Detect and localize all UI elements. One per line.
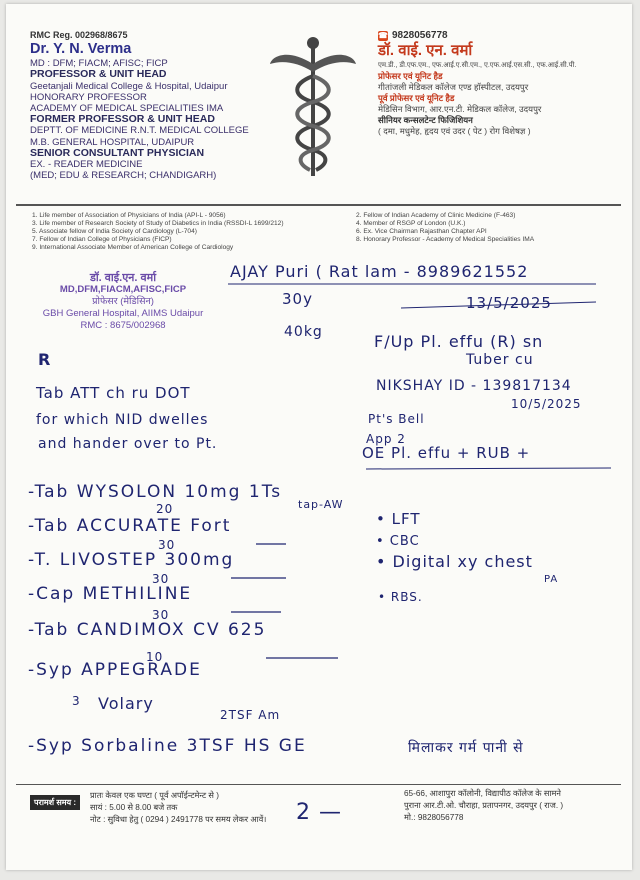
att-note-line: for which NID dwelles [36, 412, 209, 428]
dosage-strokes [226, 528, 356, 668]
address-line: पुराना आर.टी.ओ. चौराहा, प्रतापनगर, उदयपुर ( राज. ) [404, 801, 564, 810]
college-hindi: गीतांजली मेडिकल कॉलेज एण्ड हॉस्पीटल, उदयपुर [378, 82, 529, 92]
current-position: PROFESSOR & UNIT HEAD [30, 68, 167, 81]
doctor-header-hindi [378, 30, 576, 137]
membership-item: 8. Honorary Professor - Academy of Medical Specialities IMA [356, 236, 535, 243]
medicine-note: tap-AW [298, 498, 344, 511]
consultant-title: SENIOR CONSULTANT PHYSICIAN [30, 146, 205, 159]
position-hindi: प्रोफेसर एवं यूनिट हैड [378, 71, 443, 81]
signature: 2 — [296, 800, 342, 825]
consultation-morning: प्रातः केवल एक घण्टा ( पूर्व अपॉईन्टमेन्ट से ) [90, 791, 219, 800]
header-divider [16, 204, 621, 206]
membership-item: 7. Fellow of Indian College of Physicians (FICP) [32, 236, 172, 243]
medicine-dose: 2TSF Am [220, 708, 281, 722]
patient-age: 30y [282, 290, 313, 308]
medicine-line: -Syp APPEGRADE [28, 660, 202, 680]
consultant-line: (MED; EDU & RESEARCH; CHANDIGARH) [30, 170, 217, 182]
stamp-title: प्रोफेसर (मेडिसिन) [92, 296, 154, 307]
patient-name-contact: AJAY Puri ( Rat lam - 8989621552 [230, 262, 529, 281]
medicine-line: -Tab ACCURATE Fort [28, 516, 232, 536]
phone-icon: ☎ [378, 31, 388, 40]
medicine-line: -Cap METHILINE [28, 584, 193, 604]
att-note-line: Tab ATT ch ru DOT [36, 384, 191, 402]
consultant-hindi: सीनियर कन्सलटेन्ट फिजिशियन [378, 115, 473, 125]
membership-item: 3. Life member of Research Society of Study of Diabetics in India (RSSDI-L 1699/212) [32, 220, 284, 227]
phone-number-text: 9828056778 [392, 30, 448, 41]
visit-date: 13/5/2025 [466, 294, 552, 312]
address-phone: मो.: 9828056778 [404, 813, 464, 822]
nikshay-date: 10/5/2025 [511, 397, 582, 411]
doctor-name: Dr. Y. N. Verma [30, 41, 132, 58]
memberships-right [356, 212, 534, 244]
stamp-name: डॉ. वाई.एन. वर्मा [89, 272, 157, 284]
medicine-note: Volary [98, 694, 154, 713]
degrees-hindi: एम.डी., डी.एफ.एम., एफ.आई.ए.सी.एम., ए.एफ.आई.एस.सी., एफ.आई.सी.पी. [378, 62, 577, 69]
followup-note-2: Tuber cu [466, 352, 534, 368]
caduceus-logo-icon [268, 34, 358, 182]
stamp-degrees: MD,DFM,FIACM,AFISC,FICP [59, 284, 187, 295]
medicine-line: -T. LIVOSTEP 300mg [28, 550, 235, 570]
medicine-quantity: 30 [152, 608, 170, 622]
followup-note: F/Up Pl. effu (R) sn [374, 332, 544, 351]
investigation-item: • LFT [376, 510, 421, 528]
former-position-line: M.B. GENERAL HOSPITAL, UDAIPUR [30, 136, 195, 148]
investigation-item: • Digital xy chest [376, 552, 533, 571]
medicine-line: -Tab WYSOLON 10mg 1Ts [28, 482, 283, 502]
investigation-item: • CBC [376, 534, 420, 549]
patient-weight: 40kg [284, 324, 323, 340]
consultation-note: नोट : सुविधा हेतु ( 0294 ) 2491778 पर समय लेकर आवें। [90, 815, 267, 824]
former-position: FORMER PROFESSOR & UNIT HEAD [30, 113, 215, 126]
memberships-left [32, 212, 284, 252]
membership-item: 9. International Associate Member of American College of Cardiology [32, 244, 234, 251]
rx-symbol: R [38, 350, 52, 369]
current-position-line: Geetanjali Medical College & Hospital, Udaipur [30, 80, 228, 92]
medicine-instruction-hindi: मिलाकर गर्म पानी से [408, 740, 524, 756]
investigation-item: • RBS. [378, 590, 423, 604]
membership-item: 4. Member of RSGP of London (U.K.) [356, 220, 466, 227]
membership-item: 1. Life member of Association of Physicians of India (API-L - 9056) [32, 212, 226, 219]
doctor-header-english [30, 30, 249, 181]
former-position-line: DEPTT. OF MEDICINE R.N.T. MEDICAL COLLEGE [30, 125, 249, 137]
consultant-line: EX. - READER MEDICINE [30, 159, 143, 171]
stamp-hospital: GBH General Hospital, AIIMS Udaipur [42, 308, 204, 319]
doctor-degrees: MD : DFM; FIACM; AFISC; FICP [30, 58, 168, 70]
investigation-note: PA [544, 574, 559, 585]
consultation-times [90, 790, 266, 826]
address-line: 65-66, आशापुरा कॉलोनी, विद्यापीठ कॉलेज के सामने [404, 789, 561, 798]
exam-underline [366, 464, 616, 474]
nikshay-id: NIKSHAY ID - 139817134 [376, 378, 572, 394]
consultation-time-badge: परामर्श समय : [30, 795, 80, 810]
former-college-hindi: मेडिसिन विभाग, आर.एन.टी. मेडिकल कॉलेज, उदयपुर [378, 104, 542, 114]
att-note-line: and hander over to Pt. [38, 436, 218, 452]
current-position-line: HONORARY PROFESSOR [30, 91, 147, 103]
clinic-address [404, 788, 563, 824]
exam-note: App 2 [366, 432, 406, 446]
exam-note: Pt's Bell [368, 412, 425, 426]
registration-number: RMC Reg. 002968/8675 [30, 30, 128, 40]
exam-findings: OE Pl. effu + RUB + [362, 444, 531, 462]
stamp-rmc: RMC : 8675/002968 [80, 320, 166, 331]
medicine-quantity: 30 [152, 572, 170, 586]
membership-item: 6. Ex. Vice Chairman Rajasthan Chapter API [356, 228, 487, 235]
medicine-quantity: 20 [156, 502, 174, 516]
medicine-quantity: 30 [158, 538, 176, 552]
former-position-hindi: पूर्व प्रोफेसर एवं यूनिट हैड [378, 93, 455, 103]
medicine-quantity: 3 [72, 694, 81, 708]
doctor-name-hindi: डॉ. वाई. एन. वर्मा [378, 42, 473, 59]
medicine-quantity: 10 [146, 650, 164, 664]
current-position-line: ACADEMY OF MEDICAL SPECIALITIES IMA [30, 103, 224, 115]
footer-divider [16, 784, 621, 785]
medicine-line: -Syp Sorbaline 3TSF HS GE [28, 736, 307, 756]
prescription-page [6, 4, 632, 870]
doctor-stamp [34, 272, 212, 332]
medicine-line: -Tab CANDIMOX CV 625 [28, 620, 267, 640]
membership-item: 5. Associate fellow of India Society of Cardiology (L-704) [32, 228, 197, 235]
phone-number [378, 30, 576, 41]
consultation-evening: सायं : 5.00 से 8.00 बजे तक [90, 803, 178, 812]
specialities-hindi: ( दमा, मधुमेह, हृदय एवं उदर ( पेट ) रोग विशेषज्ञ ) [378, 126, 531, 136]
membership-item: 2. Fellow of Indian Academy of Clinic Medicine (F-463) [356, 212, 516, 219]
